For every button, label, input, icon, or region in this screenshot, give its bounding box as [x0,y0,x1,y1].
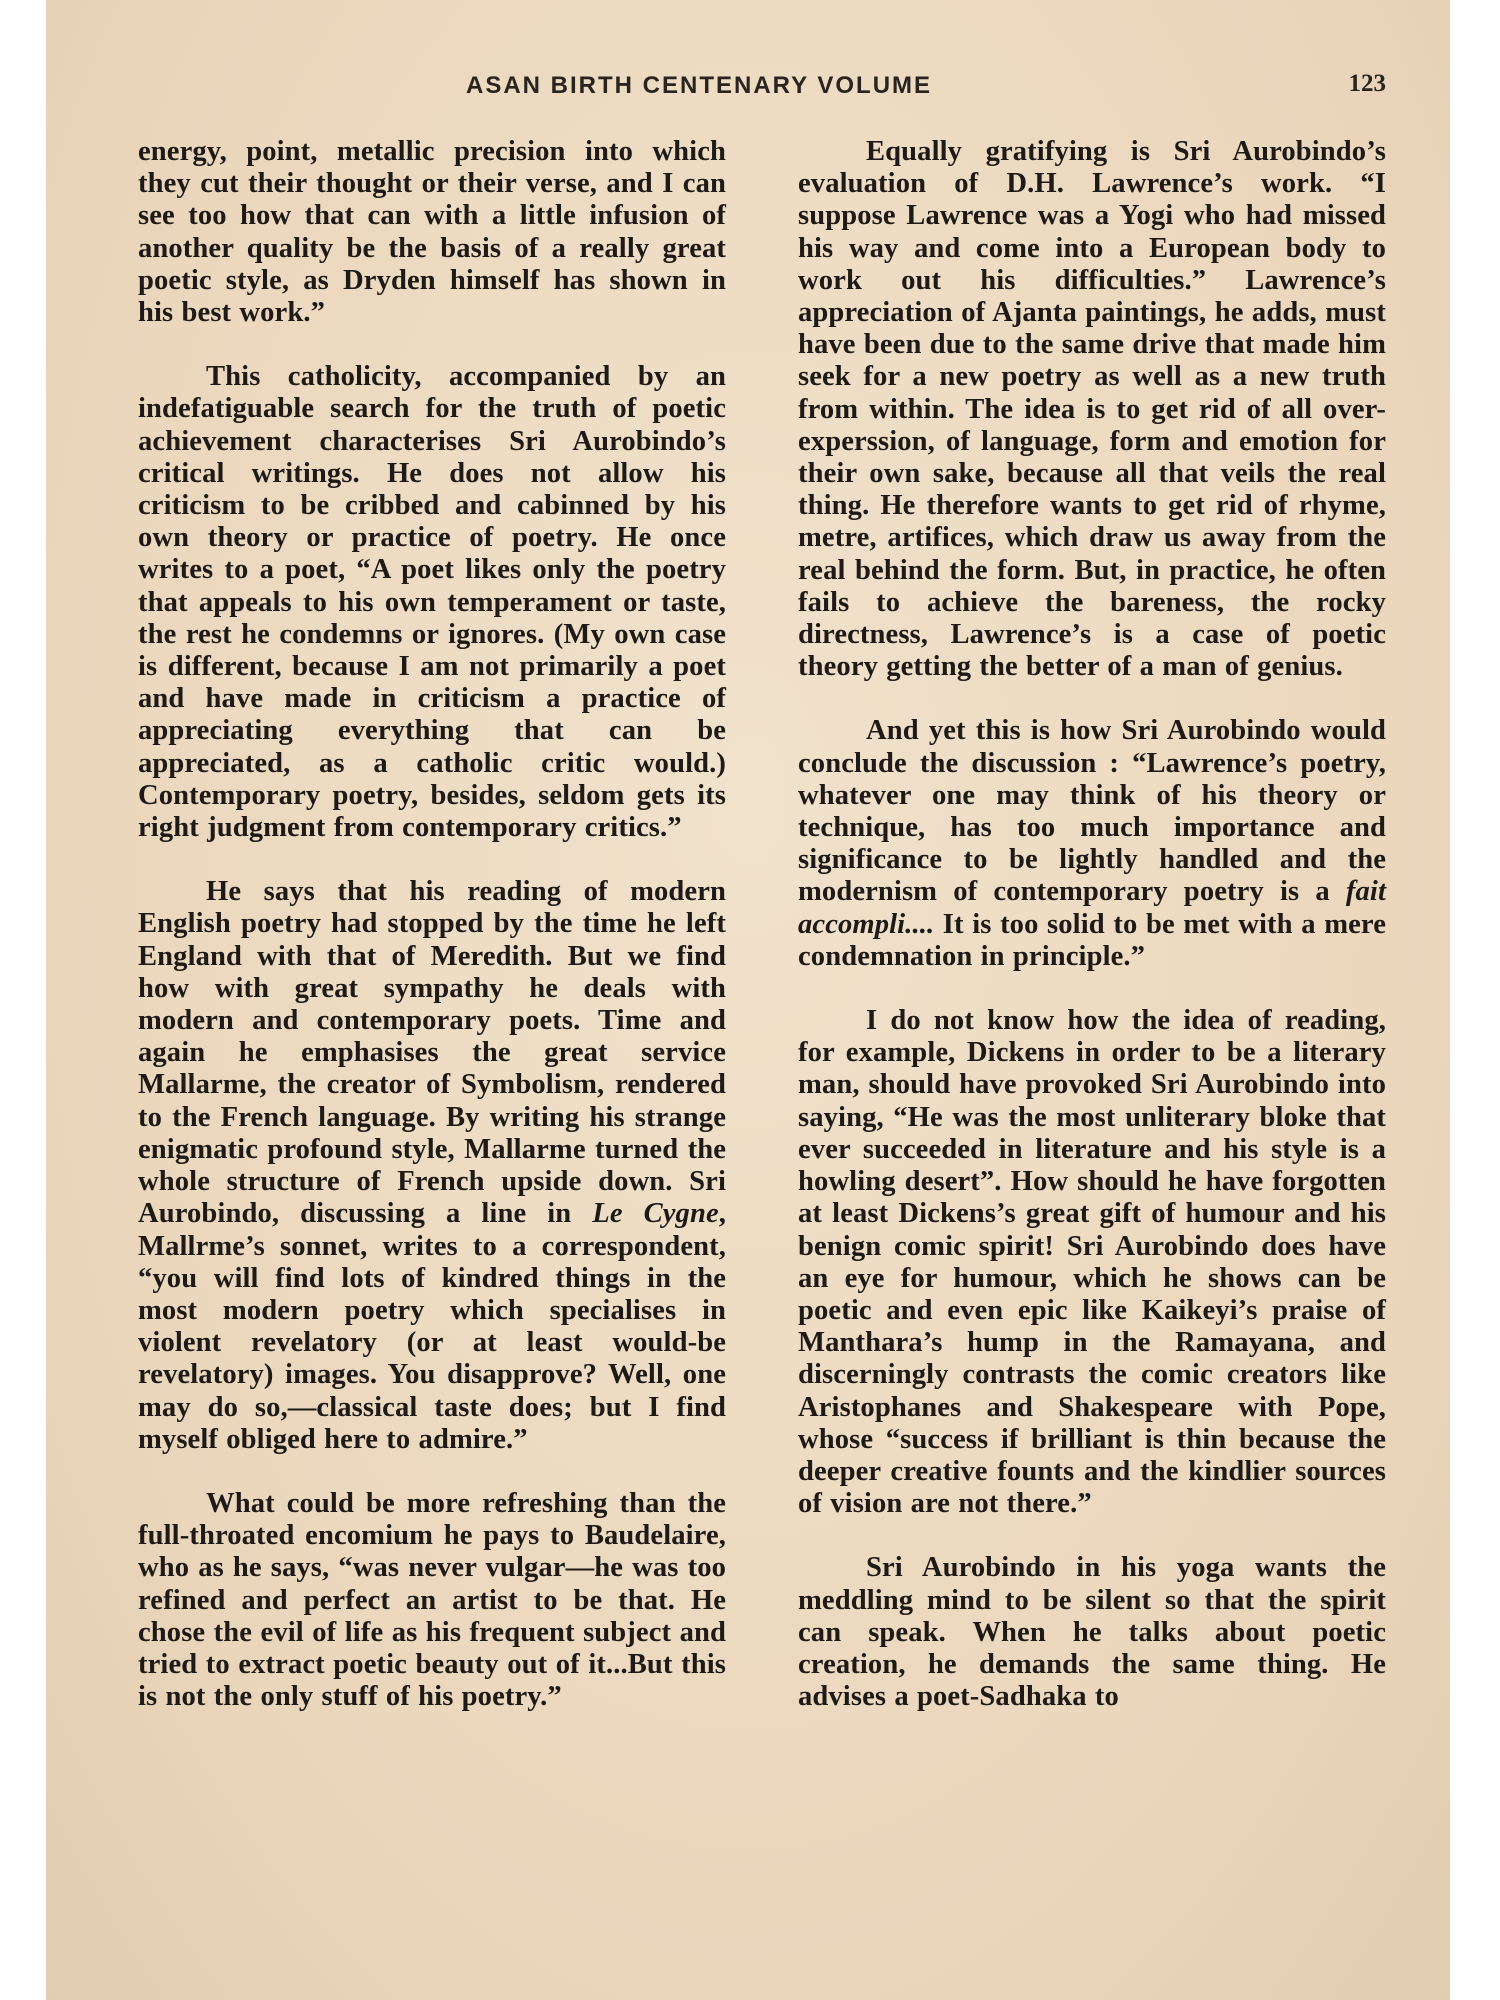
page-number: 123 [1348,70,1386,97]
italic-phrase: fait accompli.... [798,876,1386,940]
paragraph: This catholicity, accompanied by an indefatiguable search for the truth of poetic achievement characterises Sri Aurobindo’s critical writings. He does not allow his criticism to be cribbed and cabinned by his own theory or practice of poetry. He once writes to a poet, “A poet likes only the poetry that appeals to his own temperament or taste, the rest he condemns or ignores. (My own case is different, because I am not primarily a poet and have made in criticism a practice of appreciating everything that can be appreciated, as a catholic critic would.) Contemporary poetry, besides, seldom gets its right judgment from contemporary critics.” [138,361,726,844]
book-page [46,0,1450,2000]
running-head: ASAN BIRTH CENTENARY VOLUME [466,72,933,99]
paragraph [138,876,726,1456]
paragraph-text: It is too solid to be met with a mere condemnation in principle.” [798,908,1386,972]
paragraph: Sri Aurobindo in his yoga wants the meddling mind to be silent so that the spirit can speak. When he talks about poetic creation, he demands the same thing. He advises a poet-Sadhaka to [798,1552,1386,1713]
paragraph [798,715,1386,973]
paragraph: energy, point, metallic precision into which they cut their thought or their verse, and I can see too how that can with a little infusion of another quality be the basis of a really great poetic style, as Dryden himself has shown in his best work.” [138,136,726,329]
paragraph: What could be more refreshing than the full-throated encomium he pays to Baudelaire, who as he says, “was never vulgar—he was too refined and perfect an artist to be that. He chose the evil of life as his frequent subject and tried to extract poetic beauty out of it...But this is not the only stuff of his poetry.” [138,1487,726,1713]
paragraph-text: , Mallrme’s sonnet, writes to a correspondent, “you will find lots of kindred things in the most modern poetry which specialises in violent revelatory (or at least would-be revelatory) images. You disapprove? Well, one may do so,—classical taste does; but I find myself obliged here to admire.” [138,1198,726,1455]
paragraph: Equally gratifying is Sri Aurobindo’s evaluation of D.H. Lawrence’s work. “I suppose Lawrence was a Yogi who had missed his way and come into a European body to work out his difficulties.” Lawrence’s appreciation of Ajanta paintings, he adds, must have been due to the same drive that made him seek for a new poetry as well as a new truth from within. The idea is to get rid of all over-experssion, of language, form and emotion for their own sake, because all that veils the real thing. He therefore wants to get rid of rhyme, metre, artifices, which draw us away from the real behind the form. But, in practice, he often fails to achieve the bareness, the rocky directness, Lawrence’s is a case of poetic theory getting the better of a man of genius. [798,136,1386,683]
left-column [138,136,726,1713]
italic-title: Le Cygne [592,1198,719,1230]
paragraph-text: And yet this is how Sri Aurobindo would conclude the discussion : “Lawrence’s poetry, whatever one may think of his theory or technique, has too much importance and significance to be lightly handled and the modernism of contemporary poetry is a [798,715,1386,908]
paragraph-text: He says that his reading of modern English poetry had stopped by the time he left England with that of Meredith. But we find how with great sympathy he deals with modern and contemporary poets. Time and again he emphasises the great service Mallarme, the creator of Symbolism, rendered to the French language. By writing his strange enigmatic profound style, Mallarme turned the whole structure of French upside down. Sri Aurobindo, discussing a line in [138,876,726,1230]
paragraph: I do not know how the idea of reading, for example, Dickens in order to be a literary man, should have provoked Sri Aurobindo into saying, “He was the most unliterary bloke that ever succeeded in literature and his style is a howling desert”. How should he have forgotten at least Dickens’s great gift of humour and his benign comic spirit! Sri Aurobindo does have an eye for humour, which he shows can be poetic and even epic like Kaikeyi’s praise of Manthara’s hump in the Ramayana, and discerningly contrasts the comic creators like Aristophanes and Shakespeare with Pope, whose “success if brilliant is thin because the deeper creative founts and the kindlier sources of vision are not there.” [798,1005,1386,1520]
right-column [798,136,1386,1713]
